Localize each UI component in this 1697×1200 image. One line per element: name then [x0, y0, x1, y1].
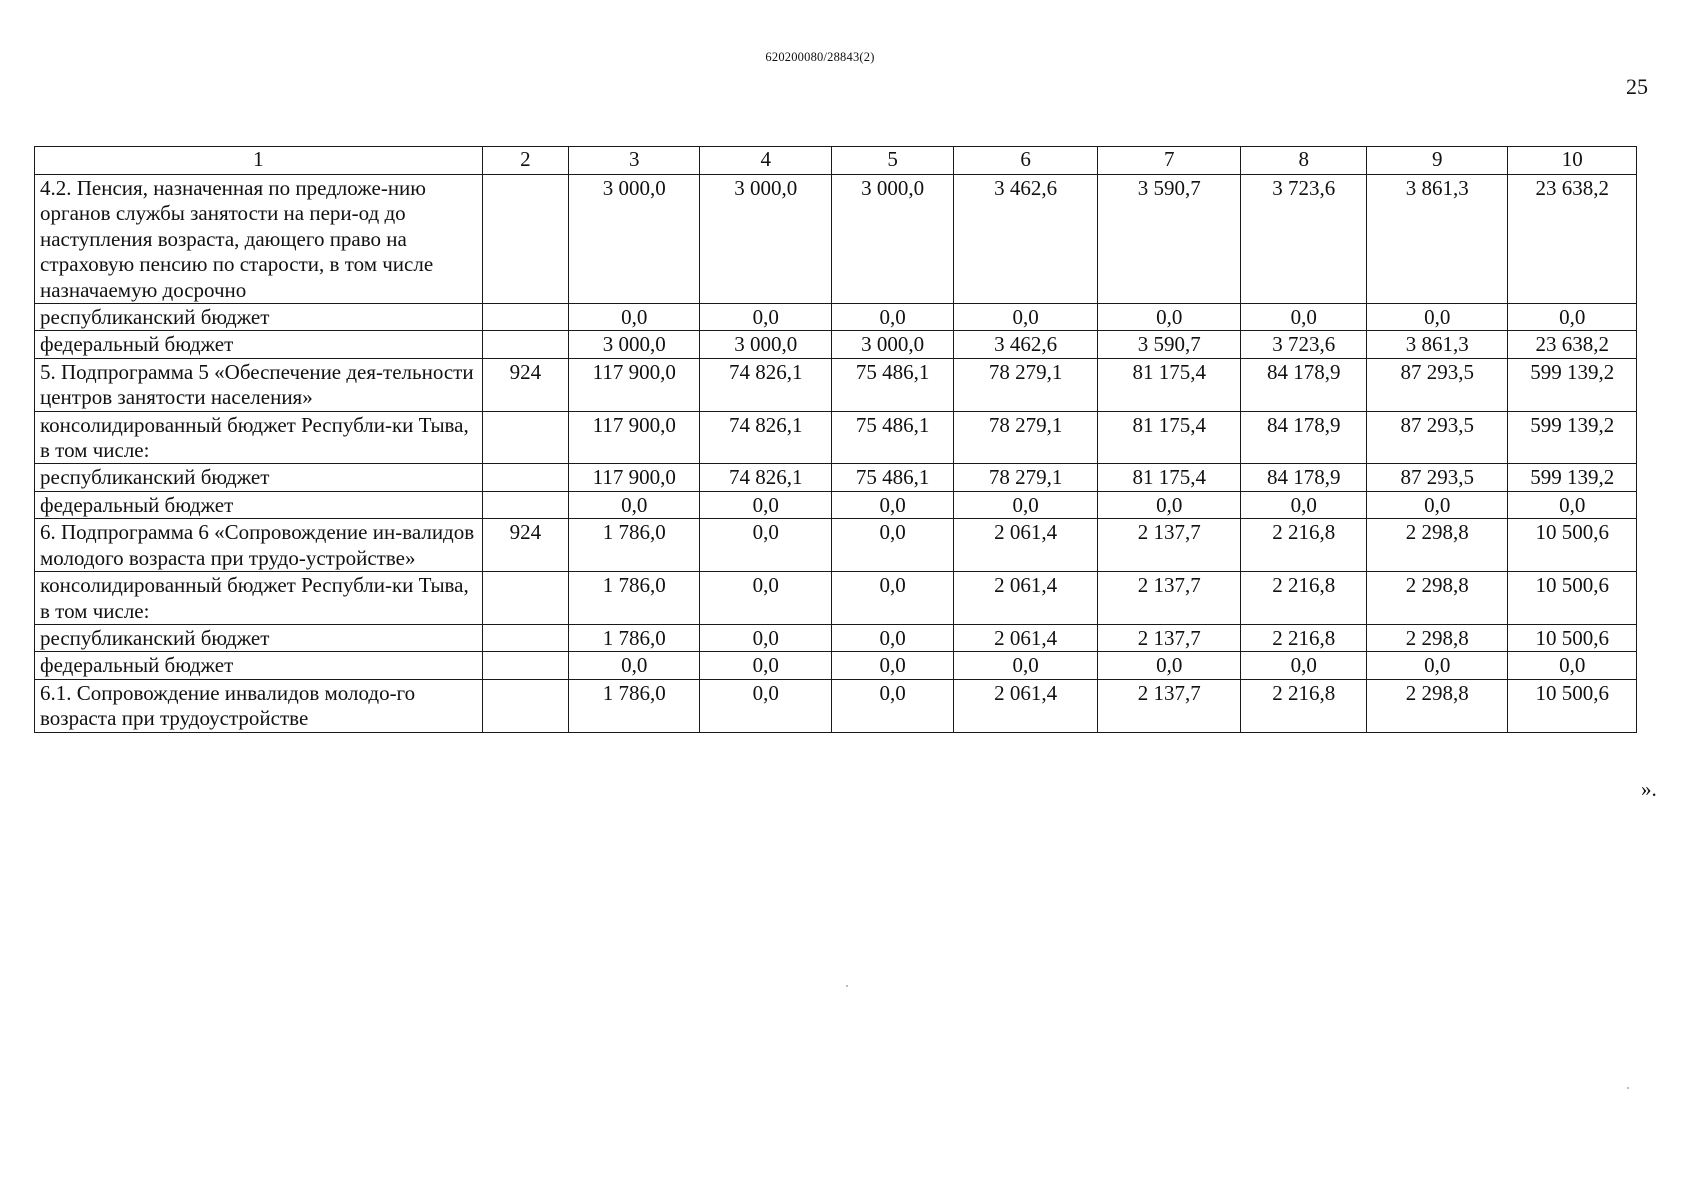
table-row [35, 491, 1637, 518]
table-cell: 74 826,1 [700, 358, 831, 411]
table-cell: 78 279,1 [954, 411, 1098, 464]
closing-quote: ». [1641, 777, 1657, 801]
row-code: 924 [482, 358, 568, 411]
column-header: 8 [1241, 147, 1366, 175]
table-cell: 3 590,7 [1097, 175, 1241, 304]
row-label: консолидированный бюджет Республи-ки Тыва, в том числе: [35, 572, 483, 625]
row-code [482, 331, 568, 358]
table-cell: 2 298,8 [1366, 519, 1508, 572]
budget-table [34, 146, 1637, 733]
row-label: консолидированный бюджет Республи-ки Тыва, в том числе: [35, 411, 483, 464]
row-code [482, 304, 568, 331]
table-cell: 3 000,0 [831, 175, 953, 304]
table-cell: 0,0 [700, 652, 831, 679]
table-cell: 23 638,2 [1508, 331, 1637, 358]
table-cell: 87 293,5 [1366, 464, 1508, 491]
table-cell: 81 175,4 [1097, 464, 1241, 491]
scan-speck [846, 985, 848, 987]
column-header: 2 [482, 147, 568, 175]
table-cell: 3 000,0 [700, 331, 831, 358]
table-cell: 0,0 [1366, 304, 1508, 331]
column-header: 10 [1508, 147, 1637, 175]
row-label: 6. Подпрограмма 6 «Сопровождение ин-валидов молодого возраста при трудо-устройстве» [35, 519, 483, 572]
table-cell: 2 216,8 [1241, 679, 1366, 732]
table-cell: 0,0 [831, 624, 953, 651]
table-cell: 0,0 [831, 679, 953, 732]
column-header: 3 [568, 147, 699, 175]
table-cell: 1 786,0 [568, 679, 699, 732]
row-label: республиканский бюджет [35, 624, 483, 651]
table-row [35, 519, 1637, 572]
table-cell: 2 061,4 [954, 679, 1098, 732]
column-header: 9 [1366, 147, 1508, 175]
table-cell: 2 298,8 [1366, 624, 1508, 651]
row-label: 4.2. Пенсия, назначенная по предложе-нию органов службы занятости на пери-од до наступления возраста, дающего право на страховую пенсию по старости, в том числе назначаемую досрочно [35, 175, 483, 304]
table-header-row [35, 147, 1637, 175]
column-header: 1 [35, 147, 483, 175]
document-id: 620200080/28843(2) [765, 50, 875, 64]
table-cell: 0,0 [568, 304, 699, 331]
table-cell: 2 216,8 [1241, 572, 1366, 625]
table-cell: 0,0 [568, 652, 699, 679]
table-cell: 2 137,7 [1097, 519, 1241, 572]
table-cell: 3 000,0 [831, 331, 953, 358]
table-cell: 2 298,8 [1366, 572, 1508, 625]
table-row [35, 331, 1637, 358]
table-cell: 81 175,4 [1097, 358, 1241, 411]
table-cell: 3 000,0 [700, 175, 831, 304]
table-cell: 0,0 [1241, 304, 1366, 331]
table-cell: 0,0 [700, 679, 831, 732]
table-cell: 0,0 [700, 304, 831, 331]
table-cell: 0,0 [1241, 652, 1366, 679]
table-cell: 0,0 [700, 519, 831, 572]
table-cell: 117 900,0 [568, 411, 699, 464]
table-cell: 10 500,6 [1508, 519, 1637, 572]
table-cell: 0,0 [1097, 304, 1241, 331]
row-code [482, 411, 568, 464]
table-cell: 0,0 [568, 491, 699, 518]
row-label: федеральный бюджет [35, 331, 483, 358]
table-cell: 75 486,1 [831, 411, 953, 464]
table-cell: 3 590,7 [1097, 331, 1241, 358]
table-cell: 10 500,6 [1508, 679, 1637, 732]
table-cell: 87 293,5 [1366, 411, 1508, 464]
table-row [35, 572, 1637, 625]
table-row [35, 175, 1637, 304]
table-cell: 2 061,4 [954, 624, 1098, 651]
table-row [35, 464, 1637, 491]
table-row [35, 679, 1637, 732]
table-cell: 0,0 [954, 304, 1098, 331]
table-cell: 2 216,8 [1241, 624, 1366, 651]
table-cell: 3 861,3 [1366, 331, 1508, 358]
table-cell: 1 786,0 [568, 572, 699, 625]
table-cell: 74 826,1 [700, 464, 831, 491]
table-cell: 0,0 [831, 572, 953, 625]
table-row [35, 411, 1637, 464]
table-cell: 74 826,1 [700, 411, 831, 464]
table-row [35, 304, 1637, 331]
table-cell: 3 000,0 [568, 175, 699, 304]
table-cell: 75 486,1 [831, 358, 953, 411]
table-cell: 81 175,4 [1097, 411, 1241, 464]
table-cell: 2 216,8 [1241, 519, 1366, 572]
table-cell: 0,0 [954, 491, 1098, 518]
table-cell: 3 462,6 [954, 331, 1098, 358]
table-cell: 87 293,5 [1366, 358, 1508, 411]
row-label: республиканский бюджет [35, 304, 483, 331]
table-cell: 84 178,9 [1241, 464, 1366, 491]
row-label: 6.1. Сопровождение инвалидов молодо-го возраста при трудоустройстве [35, 679, 483, 732]
column-header: 4 [700, 147, 831, 175]
row-label: федеральный бюджет [35, 491, 483, 518]
row-code [482, 679, 568, 732]
row-code [482, 624, 568, 651]
row-code [482, 464, 568, 491]
table-row [35, 358, 1637, 411]
table-cell: 10 500,6 [1508, 624, 1637, 651]
table-cell: 2 137,7 [1097, 679, 1241, 732]
table-cell: 2 137,7 [1097, 624, 1241, 651]
column-header: 6 [954, 147, 1098, 175]
table-cell: 0,0 [1241, 491, 1366, 518]
table-cell: 0,0 [1508, 652, 1637, 679]
row-code [482, 491, 568, 518]
table-cell: 0,0 [954, 652, 1098, 679]
column-header: 5 [831, 147, 953, 175]
table-cell: 1 786,0 [568, 624, 699, 651]
table-cell: 84 178,9 [1241, 358, 1366, 411]
table-cell: 0,0 [700, 624, 831, 651]
table-cell: 2 137,7 [1097, 572, 1241, 625]
table-cell: 117 900,0 [568, 358, 699, 411]
table-cell: 3 723,6 [1241, 175, 1366, 304]
table-cell: 2 061,4 [954, 572, 1098, 625]
row-code: 924 [482, 519, 568, 572]
table-cell: 117 900,0 [568, 464, 699, 491]
table-cell: 599 139,2 [1508, 358, 1637, 411]
table-cell: 3 000,0 [568, 331, 699, 358]
scan-speck [1627, 1087, 1629, 1089]
table-cell: 1 786,0 [568, 519, 699, 572]
table-cell: 2 061,4 [954, 519, 1098, 572]
table-cell: 3 723,6 [1241, 331, 1366, 358]
table-cell: 2 298,8 [1366, 679, 1508, 732]
table-cell: 75 486,1 [831, 464, 953, 491]
row-label: республиканский бюджет [35, 464, 483, 491]
table-cell: 599 139,2 [1508, 411, 1637, 464]
table-cell: 78 279,1 [954, 358, 1098, 411]
table-cell: 0,0 [831, 304, 953, 331]
table-cell: 0,0 [1366, 652, 1508, 679]
table-cell: 78 279,1 [954, 464, 1098, 491]
table-cell: 0,0 [1508, 491, 1637, 518]
table-cell: 599 139,2 [1508, 464, 1637, 491]
table-cell: 0,0 [700, 572, 831, 625]
table-cell: 0,0 [1097, 491, 1241, 518]
table-cell: 0,0 [700, 491, 831, 518]
table-cell: 84 178,9 [1241, 411, 1366, 464]
page-number: 25 [1626, 74, 1648, 99]
table-row [35, 652, 1637, 679]
row-label: 5. Подпрограмма 5 «Обеспечение дея-тельности центров занятости населения» [35, 358, 483, 411]
row-code [482, 572, 568, 625]
table-cell: 0,0 [831, 519, 953, 572]
table-cell: 0,0 [831, 491, 953, 518]
row-code [482, 175, 568, 304]
table-cell: 0,0 [1097, 652, 1241, 679]
table-cell: 3 462,6 [954, 175, 1098, 304]
table-cell: 0,0 [831, 652, 953, 679]
row-label: федеральный бюджет [35, 652, 483, 679]
table-cell: 10 500,6 [1508, 572, 1637, 625]
table-cell: 0,0 [1366, 491, 1508, 518]
table-cell: 23 638,2 [1508, 175, 1637, 304]
table-row [35, 624, 1637, 651]
table-cell: 3 861,3 [1366, 175, 1508, 304]
column-header: 7 [1097, 147, 1241, 175]
table-cell: 0,0 [1508, 304, 1637, 331]
row-code [482, 652, 568, 679]
